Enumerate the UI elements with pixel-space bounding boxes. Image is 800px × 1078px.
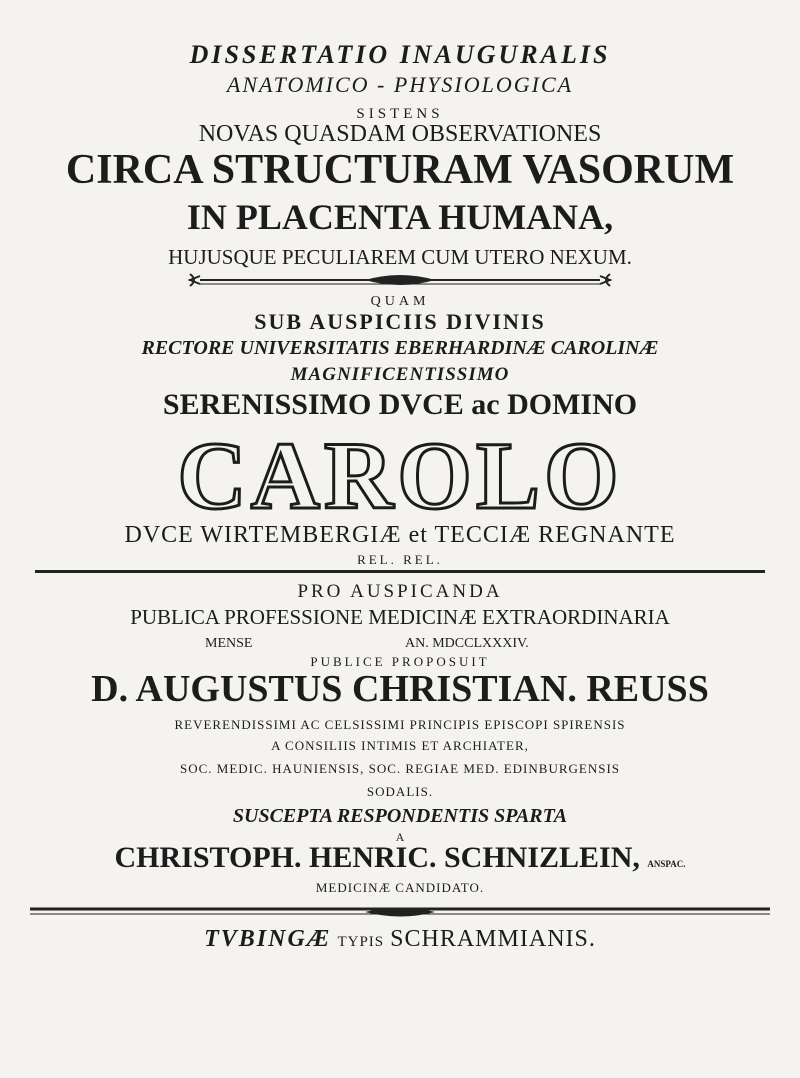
a-line: A [395,830,405,844]
pro-auspicanda-line: PRO AUSPICANDA [297,581,503,602]
imprint-line [0,926,800,953]
carolo-banner [0,420,800,531]
rectore-line: RECTORE UNIVERSITATIS EBERHARDINÆ CAROLINÆ [141,337,659,359]
year-label: AN. MDCCLXXXIV. [405,636,529,651]
novas-line: NOVAS QUASDAM OBSERVATIONES [198,121,602,147]
horizontal-rule [35,570,765,573]
dissertation-subtitle: ANATOMICO - PHYSIOLOGICA [226,72,574,97]
serenissimo-line: SERENISSIMO DVCE ac DOMINO [162,388,638,421]
placenta-line: IN PLACENTA HUMANA, [186,197,614,237]
suscepta-line: SUSCEPTA RESPONDENTIS SPARTA [232,805,568,827]
publica-line: PUBLICA PROFESSIONE MEDICINÆ EXTRAORDINARIA [130,605,670,629]
sodalis-line: SODALIS. [366,784,434,799]
imprint-typis: TYPIS [337,934,385,950]
carolo-name: CAROLO [177,422,623,529]
mense-label: MENSE [205,636,253,651]
respondent-suffix: ANSPAC. [647,859,686,869]
sistens-line: SISTENS [356,106,444,122]
imprint-place: TVBINGÆ [204,926,332,952]
quam-line: QUAM [370,294,430,309]
imprint-printer: SCHRAMMIANIS. [390,926,596,952]
auspiciis-line: SUB AUSPICIIS DIVINIS [254,309,546,334]
author-name: D. AUGUSTUS CHRISTIAN. REUSS [91,668,709,710]
candidato-line: MEDICINÆ CANDIDATO. [315,880,485,895]
respondent-name: CHRISTOPH. HENRIC. SCHNIZLEIN, [114,841,640,874]
soc-line: SOC. MEDIC. HAUNIENSIS, SOC. REGIAE MED. EDINBURGENSIS [179,761,621,776]
circa-line: CIRCA STRUCTURAM VASORUM [65,147,735,193]
publice-line: PUBLICE PROPOSUIT [310,654,490,669]
consiliis-line: A CONSILIIS INTIMIS ET ARCHIATER, [271,738,529,753]
hujusque-line: HUJUSQUE PECULIAREM CUM UTERO NEXUM. [168,245,632,269]
dissertation-title: DISSERTATIO INAUGURALIS [189,40,611,69]
ornamental-divider [30,270,770,290]
respondent-line [0,841,800,875]
reverendissimi-line: REVERENDISSIMI AC CELSISSIMI PRINCIPIS EPISCOPI SPIRENSIS [174,717,626,732]
rel-line: REL. REL. [357,552,443,567]
bottom-ornamental-divider [30,903,770,923]
dvce-line: DVCE WIRTEMBERGIÆ et TECCIÆ REGNANTE [124,522,676,548]
magnificentissimo-line: MAGNIFICENTISSIMO [290,364,510,385]
